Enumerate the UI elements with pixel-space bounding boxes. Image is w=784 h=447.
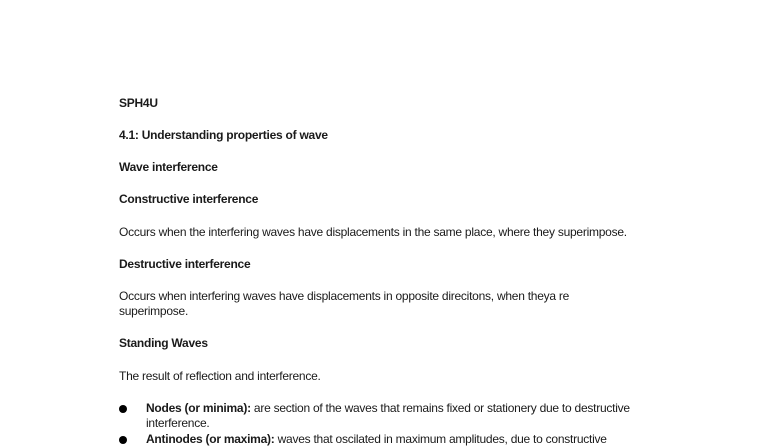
paragraph-destructive: Occurs when interfering waves have displacements in opposite direcitons, when theya re superimpose. <box>119 289 570 318</box>
paragraph-constructive: Occurs when the interfering waves have displacements in the same place, where they superimpose. <box>119 225 627 239</box>
heading-standing-waves: Standing Waves <box>119 336 208 350</box>
list-item-term: Nodes (or minima): <box>146 401 251 415</box>
bullet-dot-icon <box>119 405 127 413</box>
heading-constructive-interference: Constructive interference <box>119 192 259 206</box>
course-code: SPH4U <box>119 96 158 110</box>
list-item-term: Antinodes (or maxima): <box>146 432 275 446</box>
list-item-antinodes <box>146 432 676 447</box>
section-title: 4.1: Understanding properties of wave <box>119 128 328 142</box>
list-item-text: are section of the waves that remains fixed or stationery due to destructive interference. <box>146 401 630 430</box>
heading-wave-interference: Wave interference <box>119 160 218 174</box>
list-item-nodes <box>146 401 676 431</box>
heading-destructive-interference: Destructive interference <box>119 257 251 271</box>
list-item-text: waves that oscilated in maximum amplitudes, due to constructive <box>274 432 607 446</box>
paragraph-standing-waves: The result of reflection and interference. <box>119 369 321 383</box>
bullet-dot-icon <box>119 436 127 444</box>
